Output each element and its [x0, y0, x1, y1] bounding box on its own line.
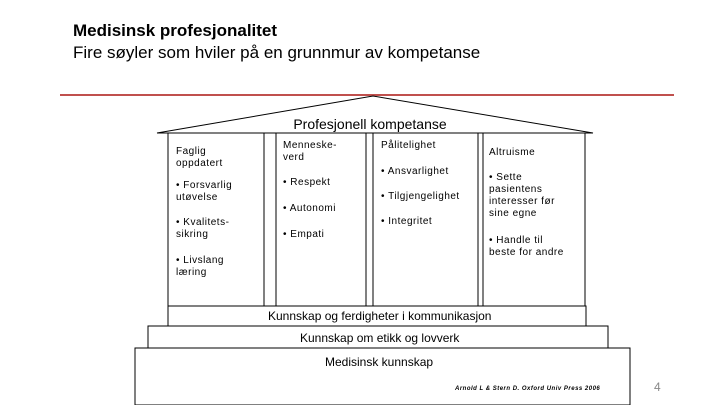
slide-title: Medisinsk profesjonalitet: [73, 21, 278, 40]
foundation-3-label: Medisinsk kunnskap: [325, 355, 434, 369]
foundation-1-label: Kunnskap og ferdigheter i kommunikasjon: [268, 309, 492, 323]
pillar-1-item-2: • Kvalitets- sikring: [176, 217, 230, 240]
pillar-3-item-1: • Ansvarlighet: [381, 166, 449, 177]
pillar-4-item-2: • Handle til beste for andre: [489, 235, 564, 258]
pillar-3-item-3: • Integritet: [381, 216, 433, 227]
pillar-2-item-2: • Autonomi: [283, 203, 336, 214]
pillar-1-heading: Faglig oppdatert: [176, 146, 223, 169]
pillar-2-item-3: • Empati: [283, 229, 325, 240]
foundation-2-label: Kunnskap om etikk og lovverk: [300, 331, 460, 345]
pillar-2-heading: Menneske- verd: [283, 140, 337, 163]
slide-subtitle: Fire søyler som hviler på en grunnmur av kompetanse: [73, 43, 481, 62]
pillar-4-item-1: • Sette pasientens interesser før sine egne: [489, 172, 555, 219]
pillar-2-item-1: • Respekt: [283, 177, 331, 188]
pillar-4-heading: Altruisme: [489, 147, 536, 158]
pillar-3-heading: Pålitelighet: [381, 140, 436, 151]
page-number: 4: [654, 380, 661, 394]
citation: Arnold L & Stern D. Oxford Univ Press 2006: [455, 386, 601, 392]
roof-label: Profesjonell kompetanse: [293, 116, 447, 132]
pillar-3-item-2: • Tilgjengelighet: [381, 191, 460, 202]
pillar-1-item-1: • Forsvarlig utøvelse: [176, 180, 233, 203]
pillar-1-item-3: • Livslang læring: [176, 255, 224, 278]
